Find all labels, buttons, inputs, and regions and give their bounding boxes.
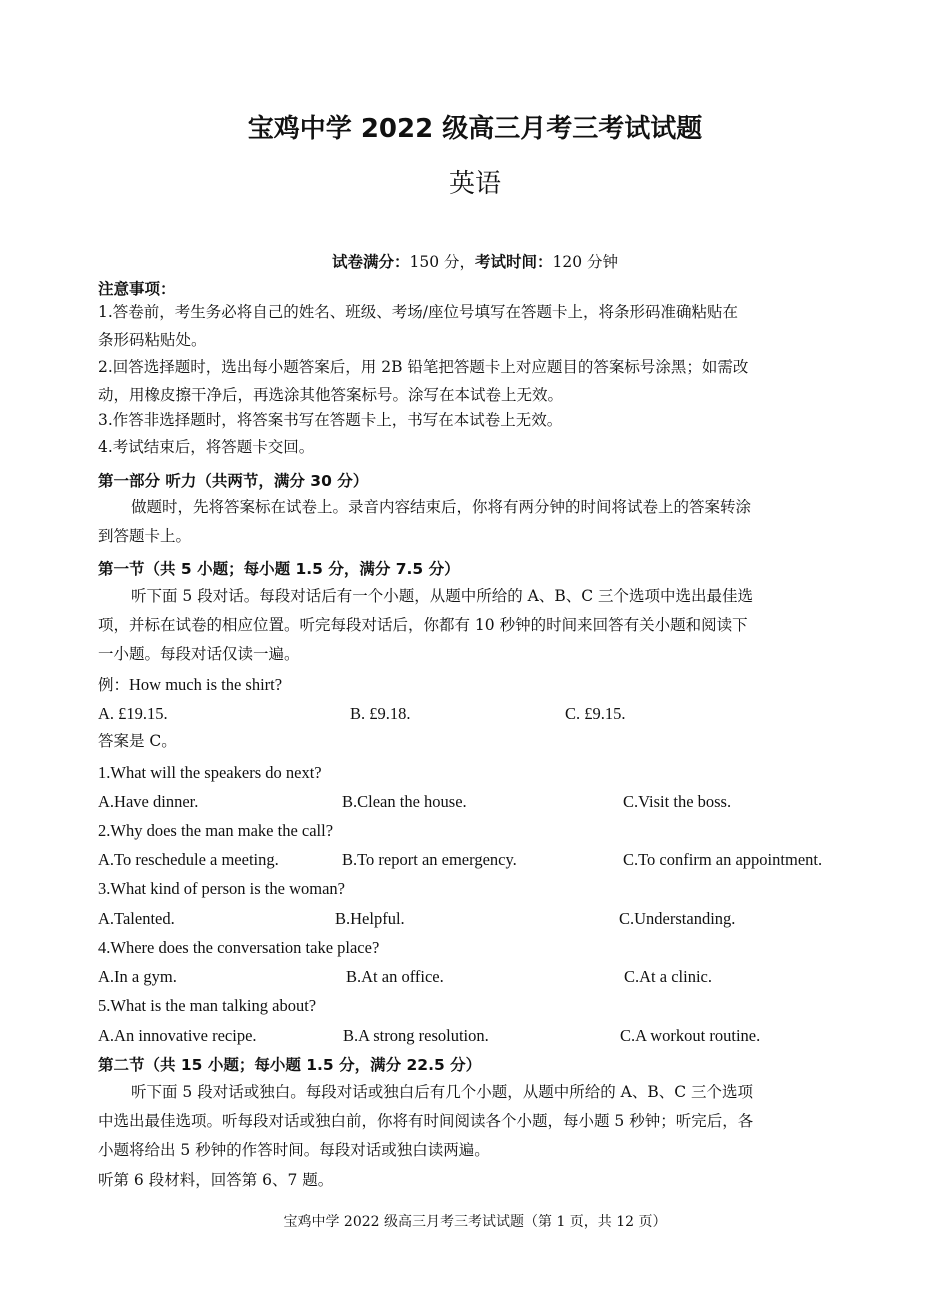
section2-intro-line-3: 小题将给出 5 秒钟的作答时间。每段对话或独白读两遍。 bbox=[98, 1141, 490, 1159]
example-option-b: B. £9.18. bbox=[350, 704, 411, 723]
page-footer: 宝鸡中学 2022 级高三月考三考试试题（第 1 页，共 12 页） bbox=[283, 1214, 667, 1230]
example-option-c: C. £9.15. bbox=[565, 704, 626, 723]
section2-intro-line-1: 听下面 5 段对话或独白。每段对话或独白后有几个小题，从题中所给的 A、B、C 三个选项 bbox=[131, 1083, 754, 1101]
question-4-option-a: A.In a gym. bbox=[98, 967, 177, 986]
question-1-option-c: C.Visit the boss. bbox=[623, 792, 732, 811]
question-1: 1.What will the speakers do next? bbox=[98, 763, 322, 782]
question-4-option-c: C.At a clinic. bbox=[624, 967, 712, 986]
score-label: 试卷满分： bbox=[331, 253, 410, 271]
exam-subject: 英语 bbox=[448, 169, 501, 199]
question-3: 3.What kind of person is the woman? bbox=[98, 879, 345, 898]
section2-heading: 第二节（共 15 小题；每小题 1.5 分，满分 22.5 分） bbox=[98, 1056, 482, 1074]
section1-intro-line-1: 听下面 5 段对话。每段对话后有一个小题，从题中所给的 A、B、C 三个选项中选出最佳选 bbox=[131, 587, 754, 605]
exam-meta bbox=[0, 250, 950, 272]
question-2-option-a: A.To reschedule a meeting. bbox=[98, 850, 279, 869]
question-1-option-b: B.Clean the house. bbox=[342, 792, 467, 811]
part1-heading: 第一部分 听力（共两节，满分 30 分） bbox=[98, 472, 369, 490]
note-item-1-line-2: 条形码粘贴处。 bbox=[98, 331, 207, 349]
example-question bbox=[98, 670, 282, 700]
question-2-option-c: C.To confirm an appointment. bbox=[623, 850, 823, 869]
section1-intro-line-2: 项，并标在试卷的相应位置。听完每段对话后，你都有 10 秒钟的时间来回答有关小题和阅读下 bbox=[98, 616, 748, 634]
note-item-2-line-1: 2.回答选择题时，选出每小题答案后，用 2B 铅笔把答题卡上对应题目的答案标号涂黑；如需改 bbox=[98, 358, 749, 376]
note-item-3: 3.作答非选择题时，将答案书写在答题卡上，书写在本试卷上无效。 bbox=[98, 411, 563, 429]
part1-intro-line-1: 做题时，先将答案标在试卷上。录音内容结束后，你将有两分钟的时间将试卷上的答案转涂 bbox=[131, 498, 752, 516]
question-5-option-c: C.A workout routine. bbox=[620, 1026, 761, 1045]
note-item-2-line-2: 动，用橡皮擦干净后，再选涂其他答案标号。涂写在本试卷上无效。 bbox=[98, 386, 564, 404]
time-value: 120 分钟 bbox=[552, 253, 619, 271]
question-5: 5.What is the man talking about? bbox=[98, 996, 317, 1015]
score-value: 150 分， bbox=[409, 253, 475, 271]
section1-intro-line-3: 一小题。每段对话仅读一遍。 bbox=[98, 645, 300, 663]
part1-intro-line-2: 到答题卡上。 bbox=[98, 527, 192, 545]
note-item-4: 4.考试结束后，将答题卡交回。 bbox=[98, 438, 315, 456]
question-3-option-c: C.Understanding. bbox=[619, 909, 736, 928]
example-answer: 答案是 C。 bbox=[98, 732, 177, 750]
example-question-text: How much is the shirt? bbox=[129, 675, 283, 694]
section1-heading: 第一节（共 5 小题；每小题 1.5 分，满分 7.5 分） bbox=[98, 560, 460, 578]
section2-intro-line-2: 中选出最佳选项。听每段对话或独白前，你将有时间阅读各个小题，每小题 5 秒钟；听完后，各 bbox=[98, 1112, 754, 1130]
material-6-instruction: 听第 6 段材料，回答第 6、7 题。 bbox=[98, 1171, 334, 1189]
question-2-option-b: B.To report an emergency. bbox=[342, 850, 517, 869]
exam-title: 宝鸡中学 2022 级高三月考三考试试题 bbox=[247, 114, 703, 144]
question-3-option-b: B.Helpful. bbox=[335, 909, 405, 928]
question-5-option-b: B.A strong resolution. bbox=[343, 1026, 489, 1045]
question-2: 2.Why does the man make the call? bbox=[98, 821, 334, 840]
time-label: 考试时间： bbox=[475, 253, 553, 271]
note-item-1-line-1: 1.答卷前，考生务必将自己的姓名、班级、考场/座位号填写在答题卡上，将条形码准确粘贴在 bbox=[98, 303, 739, 321]
question-4: 4.Where does the conversation take place? bbox=[98, 938, 380, 957]
question-3-option-a: A.Talented. bbox=[98, 909, 175, 928]
notes-heading: 注意事项： bbox=[98, 280, 176, 298]
example-option-a: A. £19.15. bbox=[98, 704, 168, 723]
question-5-option-a: A.An innovative recipe. bbox=[98, 1026, 257, 1045]
example-label: 例： bbox=[98, 676, 130, 694]
question-1-option-a: A.Have dinner. bbox=[98, 792, 199, 811]
question-4-option-b: B.At an office. bbox=[346, 967, 444, 986]
